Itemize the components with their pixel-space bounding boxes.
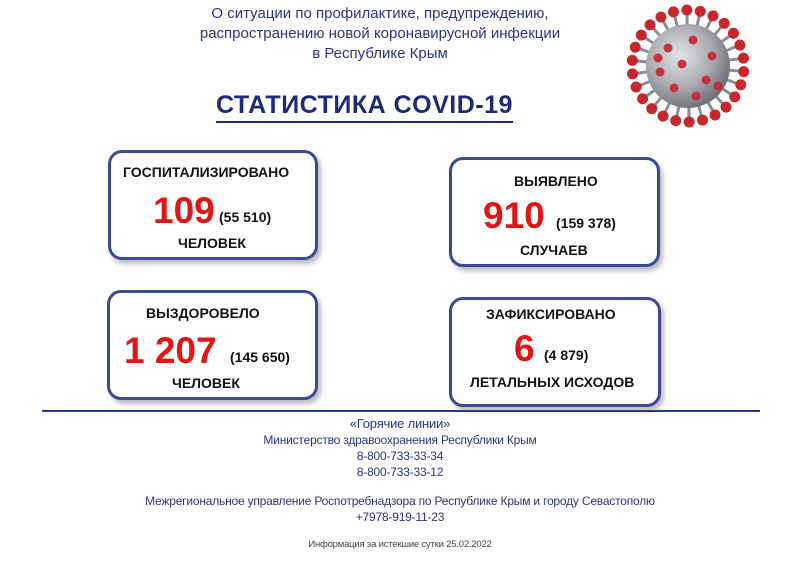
virus-spike-head — [707, 10, 718, 21]
virus-body — [646, 24, 730, 108]
hotlines-title: «Горячие линии» — [349, 416, 451, 431]
coronavirus-icon — [600, 0, 775, 135]
virus-spike-head — [631, 81, 642, 92]
virus-spike-head — [645, 19, 656, 30]
virus-spike-head — [710, 110, 721, 121]
rospotrebnadzor-phone: +7978-919-11-23 — [355, 510, 445, 524]
recovered-total: (145 650) — [230, 349, 290, 365]
virus-spike-head — [658, 111, 669, 122]
detected-value: 910 — [483, 195, 545, 236]
hospitalized-label: ГОСПИТАЛИЗИРОВАНО — [123, 164, 290, 180]
rospotrebnadzor-name: Межрегиональное управление Роспотребнадзора по Республике Крым и городу Севастополю — [145, 494, 655, 508]
virus-spike-head — [695, 6, 706, 17]
virus-spike-head — [684, 116, 695, 127]
info-date-note: Информация за истекшие сутки 25.02.2022 — [308, 539, 492, 550]
virus-spike-head — [738, 53, 749, 64]
virus-spike-head — [646, 103, 657, 114]
virus-spike-head — [734, 40, 745, 51]
virus-spike-head — [728, 28, 739, 39]
virus-spike-head — [627, 68, 638, 79]
virus-spike-head — [655, 11, 666, 22]
virus-surface-dot — [678, 60, 687, 69]
header-line-2: распространению новой коронавирусной инфекции — [199, 25, 561, 42]
section-divider — [42, 410, 760, 412]
hospitalized-total: (55 510) — [219, 209, 272, 225]
virus-spike-head — [630, 42, 641, 53]
deaths-value: 6 — [514, 328, 535, 369]
virus-spike-head — [735, 79, 746, 90]
detected-unit: СЛУЧАЕВ — [520, 242, 588, 258]
virus-spike-head — [670, 115, 681, 126]
deaths-unit: ЛЕТАЛЬНЫХ ИСХОДОВ — [470, 374, 635, 390]
header-line-3: в Республике Крым — [312, 45, 448, 62]
hospitalized-value: 109 — [153, 190, 215, 231]
virus-spike-head — [681, 5, 692, 16]
virus-spike-head — [668, 6, 679, 17]
virus-surface-dot — [702, 76, 711, 85]
detected-card — [449, 157, 660, 267]
virus-surface-dot — [714, 82, 723, 91]
deaths-label: ЗАФИКСИРОВАНО — [486, 306, 616, 322]
ministry-name: Министерство здравоохранения Республики Крым — [263, 433, 537, 447]
recovered-unit: ЧЕЛОВЕК — [172, 375, 240, 391]
virus-spike-head — [627, 55, 638, 66]
virus-surface-dot — [692, 92, 701, 101]
virus-spike-head — [636, 30, 647, 41]
virus-spike-head — [720, 102, 731, 113]
virus-surface-dot — [670, 84, 679, 93]
virus-spike-head — [738, 66, 749, 77]
virus-spike-head — [697, 115, 708, 126]
virus-surface-dot — [664, 44, 673, 53]
detected-label: ВЫЯВЛЕНО — [514, 173, 598, 189]
virus-surface-dot — [654, 54, 663, 63]
virus-spike-head — [719, 18, 730, 29]
virus-spike-head — [637, 93, 648, 104]
detected-total: (159 378) — [556, 215, 616, 231]
hospitalized-card — [108, 150, 318, 260]
virus-surface-dot — [656, 68, 665, 77]
page-title: СТАТИСТИКА COVID-19 — [216, 90, 513, 123]
virus-spike-head — [729, 91, 740, 102]
virus-surface-dot — [689, 36, 698, 45]
hospitalized-unit: ЧЕЛОВЕК — [178, 235, 246, 251]
deaths-total: (4 879) — [544, 347, 589, 363]
recovered-label: ВЫЗДОРОВЕЛО — [146, 305, 260, 321]
deaths-card — [449, 297, 661, 407]
recovered-value: 1 207 — [124, 330, 217, 371]
ministry-phone-1: 8-800-733-33-34 — [356, 449, 444, 463]
recovered-card — [107, 290, 318, 400]
virus-surface-dot — [708, 52, 717, 61]
header-line-1: О ситуации по профилактике, предупреждению, — [211, 5, 549, 22]
ministry-phone-2: 8-800-733-33-12 — [356, 465, 444, 479]
header-text — [150, 4, 610, 64]
